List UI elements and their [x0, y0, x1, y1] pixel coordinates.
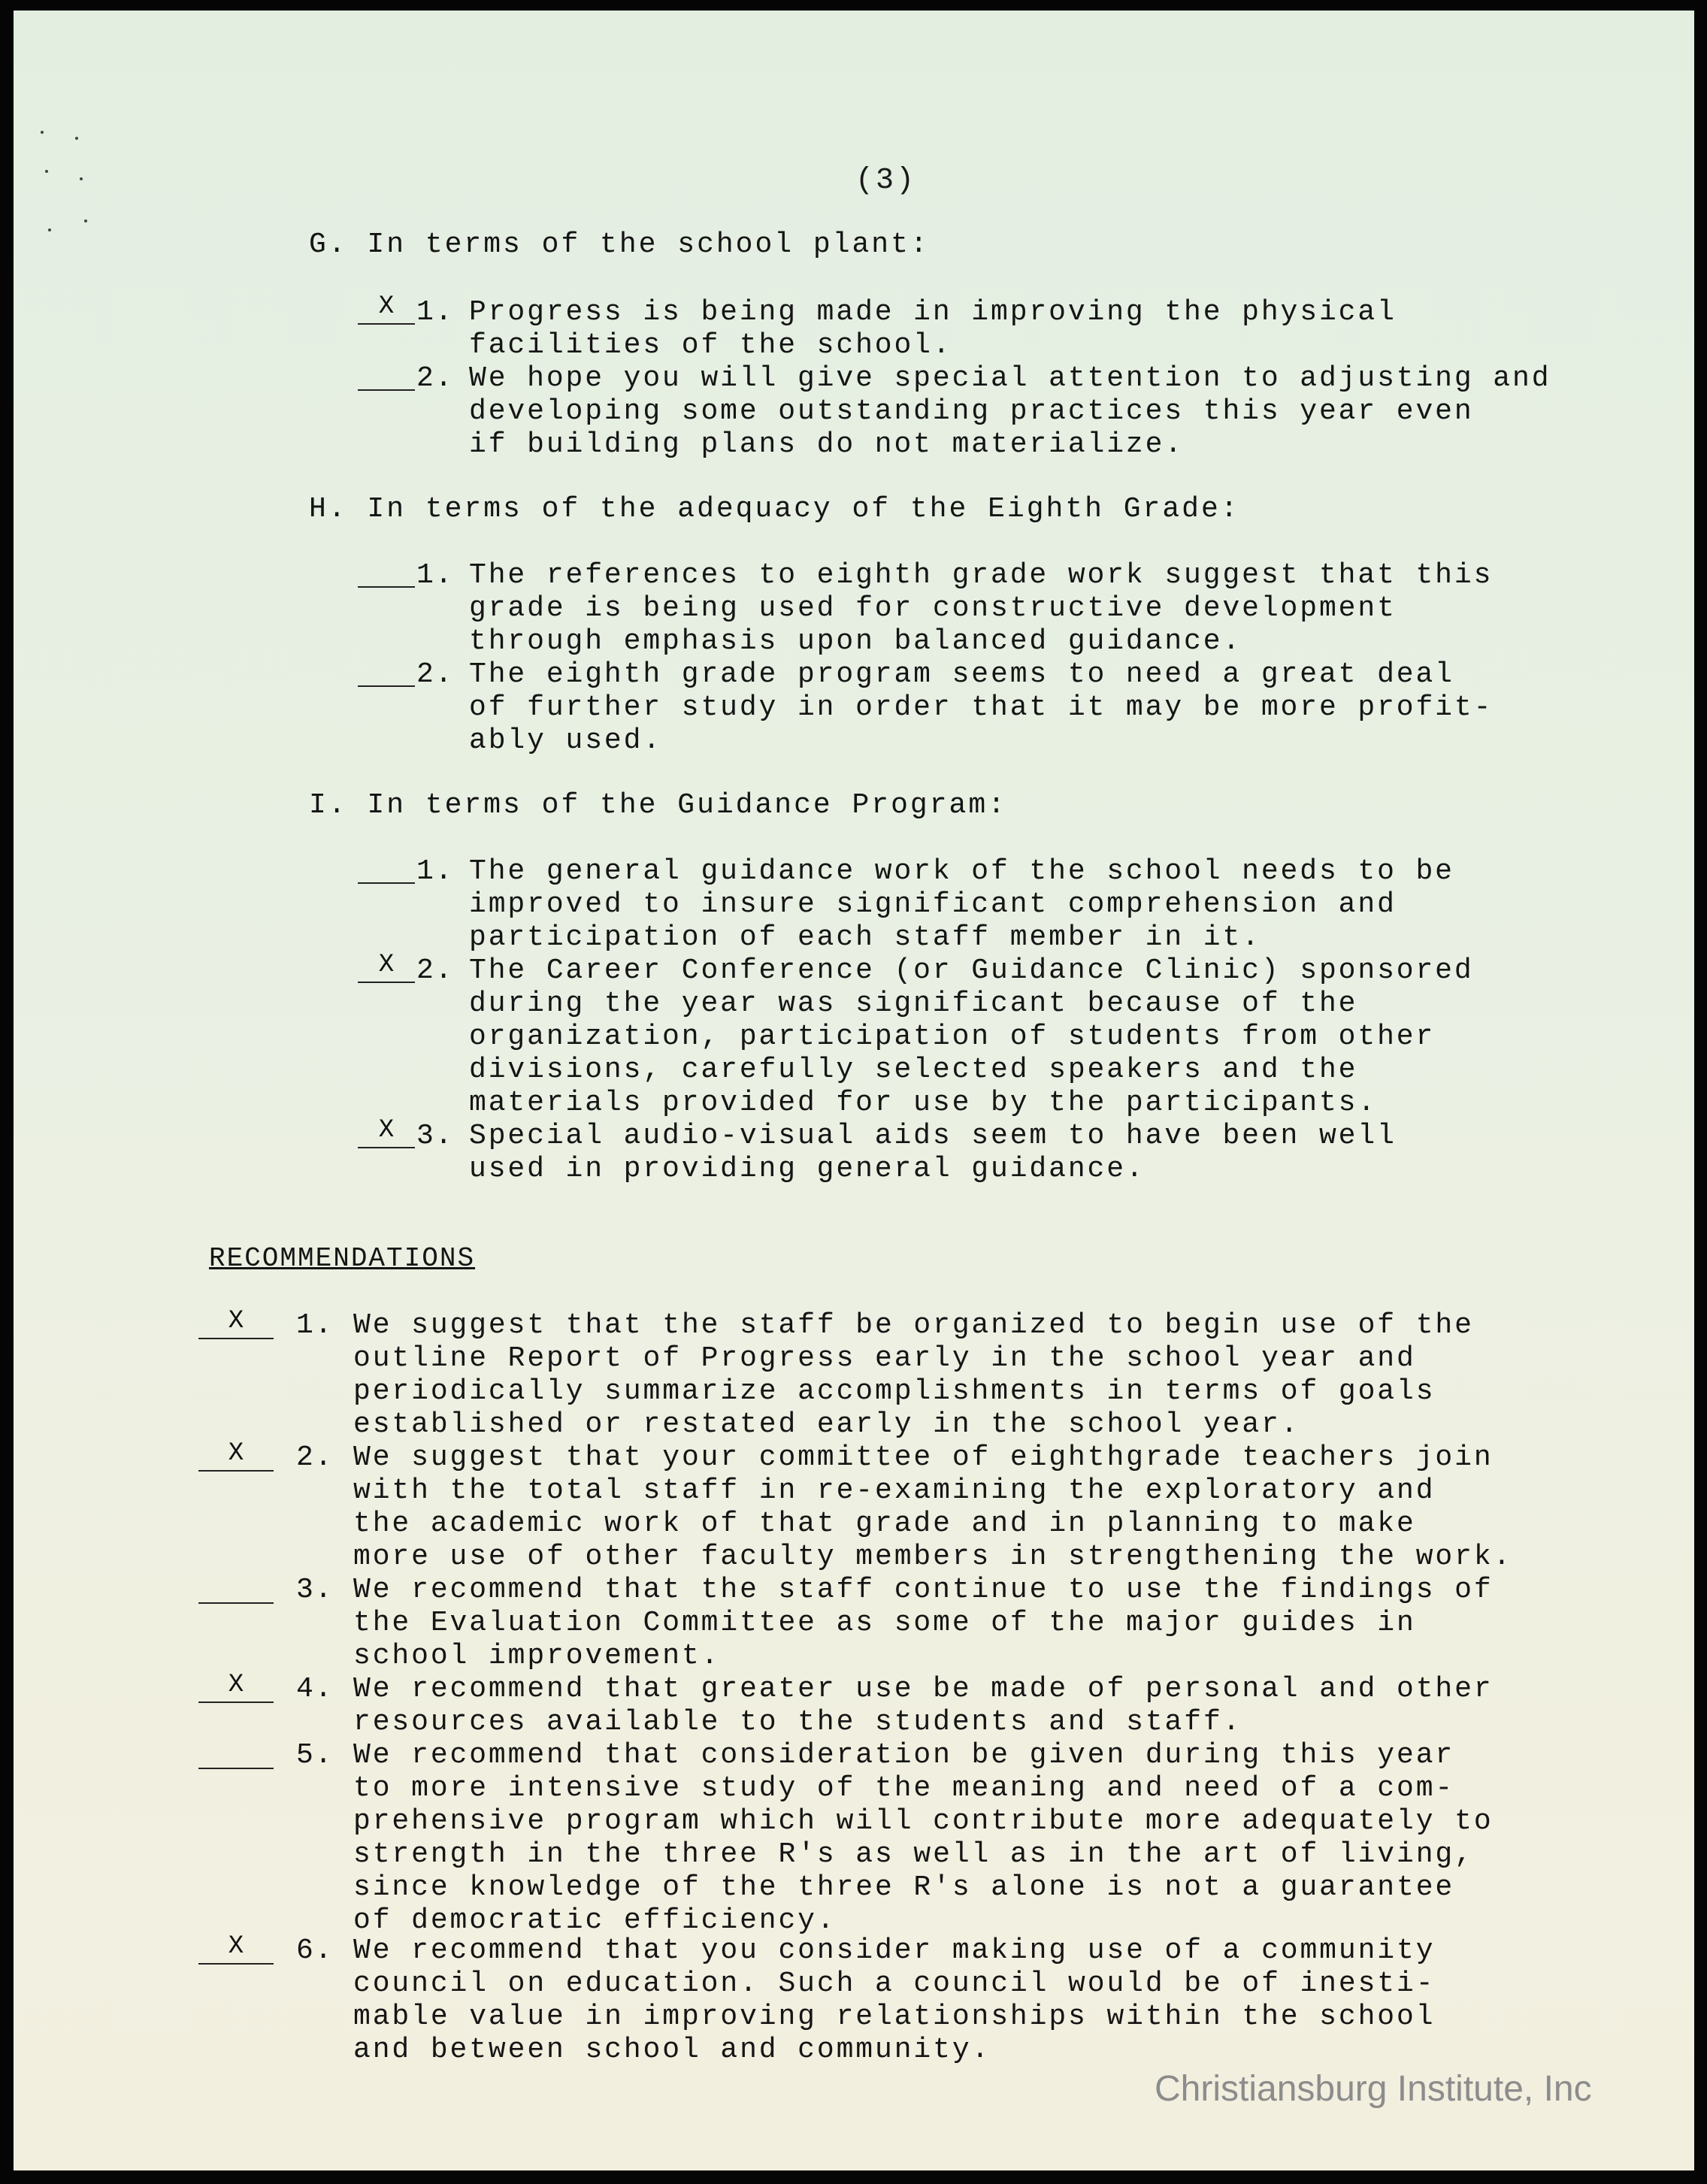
section-heading-i: I. In terms of the Guidance Program:	[309, 789, 1007, 821]
section-heading-h: H. In terms of the adequacy of the Eighth Grade:	[309, 493, 1240, 525]
item-text: the Evaluation Committee as some of the major guides in	[353, 1607, 1416, 1639]
item-text: to more intensive study of the meaning and need of a com-	[353, 1772, 1455, 1804]
item-number: 3.	[296, 1574, 334, 1606]
item-text: since knowledge of the three R's alone is not a guarantee	[353, 1871, 1455, 1904]
item-text: We suggest that the staff be organized to begin use of the	[353, 1309, 1474, 1342]
item-text: developing some outstanding practices this year even	[469, 395, 1474, 428]
item-number: 1.	[416, 855, 454, 888]
checkbox-blank[interactable]: X	[358, 290, 415, 325]
checkbox-blank[interactable]	[358, 652, 415, 687]
item-text: organization, participation of students from other	[469, 1021, 1436, 1053]
checkbox-blank[interactable]	[358, 849, 415, 884]
checkbox-blank[interactable]: X	[198, 1668, 274, 1703]
item-text: We suggest that your committee of eighthgrade teachers join	[353, 1441, 1494, 1474]
item-text: Special audio-visual aids seem to have been well	[469, 1120, 1397, 1152]
item-text: We recommend that the staff continue to use the findings of	[353, 1574, 1494, 1606]
item-text: of democratic efficiency.	[353, 1904, 837, 1937]
item-text: used in providing general guidance.	[469, 1153, 1146, 1185]
checkbox-blank[interactable]: X	[358, 948, 415, 983]
item-text: and between school and community.	[353, 2034, 991, 2066]
checkbox-blank[interactable]	[358, 553, 415, 588]
checkbox-blank[interactable]: X	[358, 1114, 415, 1148]
checkbox-blank[interactable]: X	[198, 1437, 274, 1472]
item-number: 3.	[416, 1120, 454, 1152]
item-text: ably used.	[469, 724, 663, 757]
checkbox-blank[interactable]	[198, 1735, 274, 1769]
section-heading-g: G. In terms of the school plant:	[309, 228, 930, 261]
document-page	[14, 11, 1694, 2170]
item-text: The eighth grade program seems to need a great deal	[469, 658, 1454, 691]
item-text: established or restated early in the school year.	[353, 1408, 1300, 1441]
item-text: We recommend that consideration be given during this year	[353, 1739, 1455, 1771]
item-text: The general guidance work of the school needs to be	[469, 855, 1454, 888]
item-text: outline Report of Progress early in the school year and	[353, 1342, 1416, 1375]
item-text: school improvement.	[353, 1640, 721, 1672]
item-text: strength in the three R's as well as in the art of living,	[353, 1838, 1474, 1871]
checkbox-blank[interactable]	[198, 1569, 274, 1604]
item-text: The Career Conference (or Guidance Clinic) sponsored	[469, 954, 1474, 987]
item-text: council on education. Such a council would be of inesti-	[353, 1968, 1436, 2000]
item-text: grade is being used for constructive development	[469, 592, 1397, 625]
checkbox-blank[interactable]: X	[198, 1930, 274, 1965]
item-number: 2.	[296, 1441, 334, 1474]
page-number: (3)	[855, 164, 917, 198]
item-text: Progress is being made in improving the physical	[469, 296, 1397, 328]
item-text: the academic work of that grade and in planning to make	[353, 1508, 1416, 1540]
item-text: We recommend that greater use be made of personal and other	[353, 1673, 1494, 1705]
item-text: periodically summarize accomplishments in terms of goals	[353, 1375, 1436, 1408]
item-text: materials provided for use by the participants.	[469, 1087, 1378, 1119]
item-text: We hope you will give special attention to adjusting and	[469, 362, 1551, 395]
item-text: of further study in order that it may be more profit-	[469, 691, 1494, 724]
item-number: 1.	[416, 296, 454, 328]
item-text: if building plans do not materialize.	[469, 428, 1185, 461]
item-text: mable value in improving relationships within the school	[353, 2001, 1436, 2033]
watermark: Christiansburg Institute, Inc	[1155, 2069, 1592, 2109]
item-text: during the year was significant because of the	[469, 988, 1358, 1020]
item-number: 1.	[296, 1309, 334, 1342]
item-text: The references to eighth grade work suggest that this	[469, 559, 1494, 591]
item-text: more use of other faculty members in strengthening the work.	[353, 1541, 1513, 1573]
item-number: 4.	[296, 1673, 334, 1705]
checkbox-blank[interactable]: X	[198, 1305, 274, 1339]
item-text: participation of each staff member in it.	[469, 921, 1261, 954]
item-number: 2.	[416, 362, 454, 395]
item-text: improved to insure significant comprehension and	[469, 888, 1397, 921]
item-number: 5.	[296, 1739, 334, 1771]
item-text: through emphasis upon balanced guidance.	[469, 625, 1242, 658]
item-number: 2.	[416, 954, 454, 987]
item-text: divisions, carefully selected speakers and the	[469, 1054, 1358, 1086]
item-number: 6.	[296, 1934, 334, 1967]
item-text: We recommend that you consider making use of a community	[353, 1934, 1436, 1967]
item-text: prehensive program which will contribute more adequately to	[353, 1805, 1494, 1838]
checkbox-blank[interactable]	[358, 356, 415, 391]
item-number: 2.	[416, 658, 454, 691]
item-text: with the total staff in re-examining the exploratory and	[353, 1475, 1436, 1507]
item-number: 1.	[416, 559, 454, 591]
item-text: facilities of the school.	[469, 329, 952, 361]
recommendations-title: RECOMMENDATIONS	[209, 1243, 476, 1274]
item-text: resources available to the students and staff.	[353, 1706, 1242, 1738]
